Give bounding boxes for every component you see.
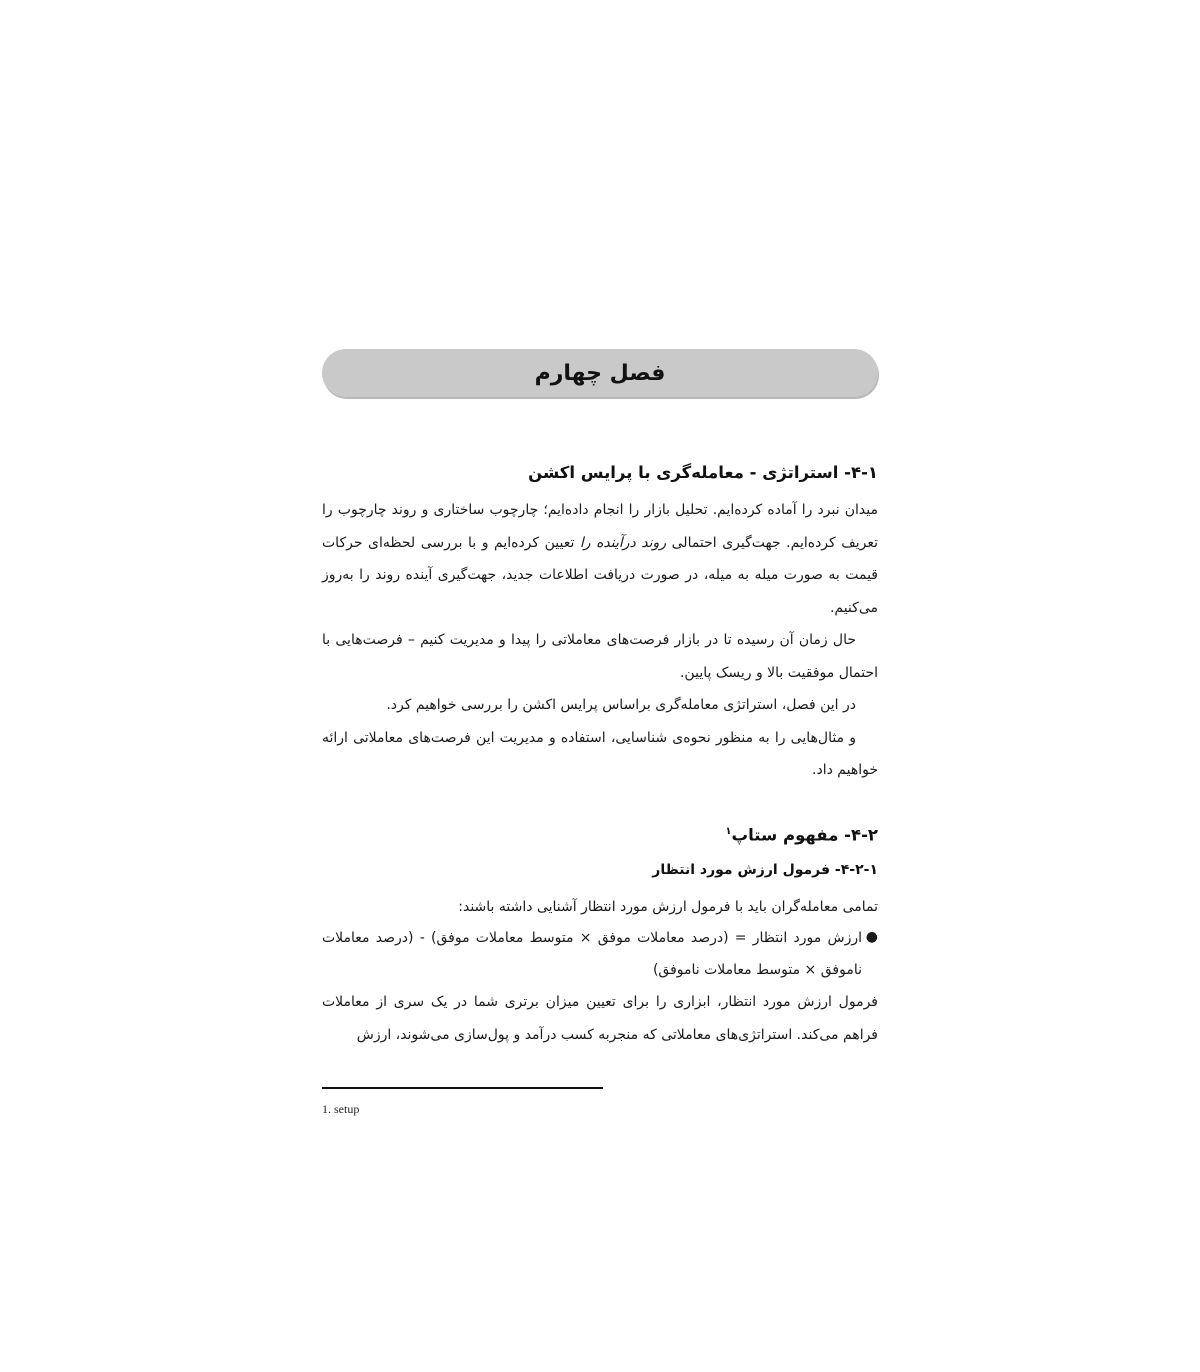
paragraph-opportunities: حال زمان آن رسیده تا در بازار فرصت‌های معاملاتی را پیدا و مدیریت کنیم – فرصت‌هایی با احتمال موفقیت بالا و ریسک پایین. [322,632,878,681]
book-page [322,0,878,1372]
paragraph-battlefield-italic: روند درآینده را [579,534,667,551]
formula-bullet-text: ارزش مورد انتظار = (درصد معاملات موفق × متوسط معاملات موفق) - (درصد معاملات ناموفق × متوسط معاملات ناموفق) [322,930,862,978]
chapter-title: فصل چهارم [534,360,666,386]
paragraph-expected-value-tool: فرمول ارزش مورد انتظار، ابزاری را برای تعیین میزان برتری شما در یک سری از معاملات فراهم می‌کند. استراتژی‌های معاملاتی که منجربه کسب درآمد و پول‌سازی می‌شوند، ارزش [322,994,878,1043]
footnote-1: 1. setup [322,1102,360,1116]
chapter-banner [322,349,878,397]
subsection-heading-4-2-1: ۴-۲-۱- فرمول ارزش مورد انتظار [652,862,878,878]
paragraph-battlefield [322,494,878,624]
page-content [322,458,878,1051]
section-heading-4-1: ۴-۱- استراتژی - معامله‌گری با پرایس اکشن [528,463,878,482]
spacer [322,787,878,817]
section-heading-4-2 [322,817,878,851]
paragraph-chapter-intro: در این فصل، استراتژی معامله‌گری براساس پرایس اکشن را بررسی خواهیم کرد. [386,697,856,713]
bullet-dot-icon: ● [865,929,878,945]
footnote-divider [322,1087,603,1089]
paragraph-battlefield-part-b: تعیین کرده‌ایم و با بررسی لحظه‌ای حرکات قیمت به صورت میله به میله، در صورت دریافت اطلاعات جدید، جهت‌گیری آینده روند را به‌روز می‌کنیم. [322,534,878,616]
paragraph-expected-value-intro: تمامی معامله‌گران باید با فرمول ارزش مورد انتظار آشنایی داشته باشند: [458,899,878,915]
paragraph-battlefield-part-a: میدان نبرد را آماده کرده‌ایم. تحلیل بازار را انجام داده‌ایم؛ چارچوب ساختاری و روند چارچوب را تعریف کرده‌ایم. جهت‌گیری احتمالی [322,502,878,551]
footnote-marker: ۱ [725,825,732,837]
section-heading-4-2-text: ۴-۲- مفهوم ستاپ [731,825,878,844]
formula-bullet [322,922,878,986]
paragraph-examples: و مثال‌هایی را به منظور نحوه‌ی شناسایی، استفاده و مدیریت این فرصت‌های معاملاتی ارائه خواهیم داد. [322,729,878,778]
